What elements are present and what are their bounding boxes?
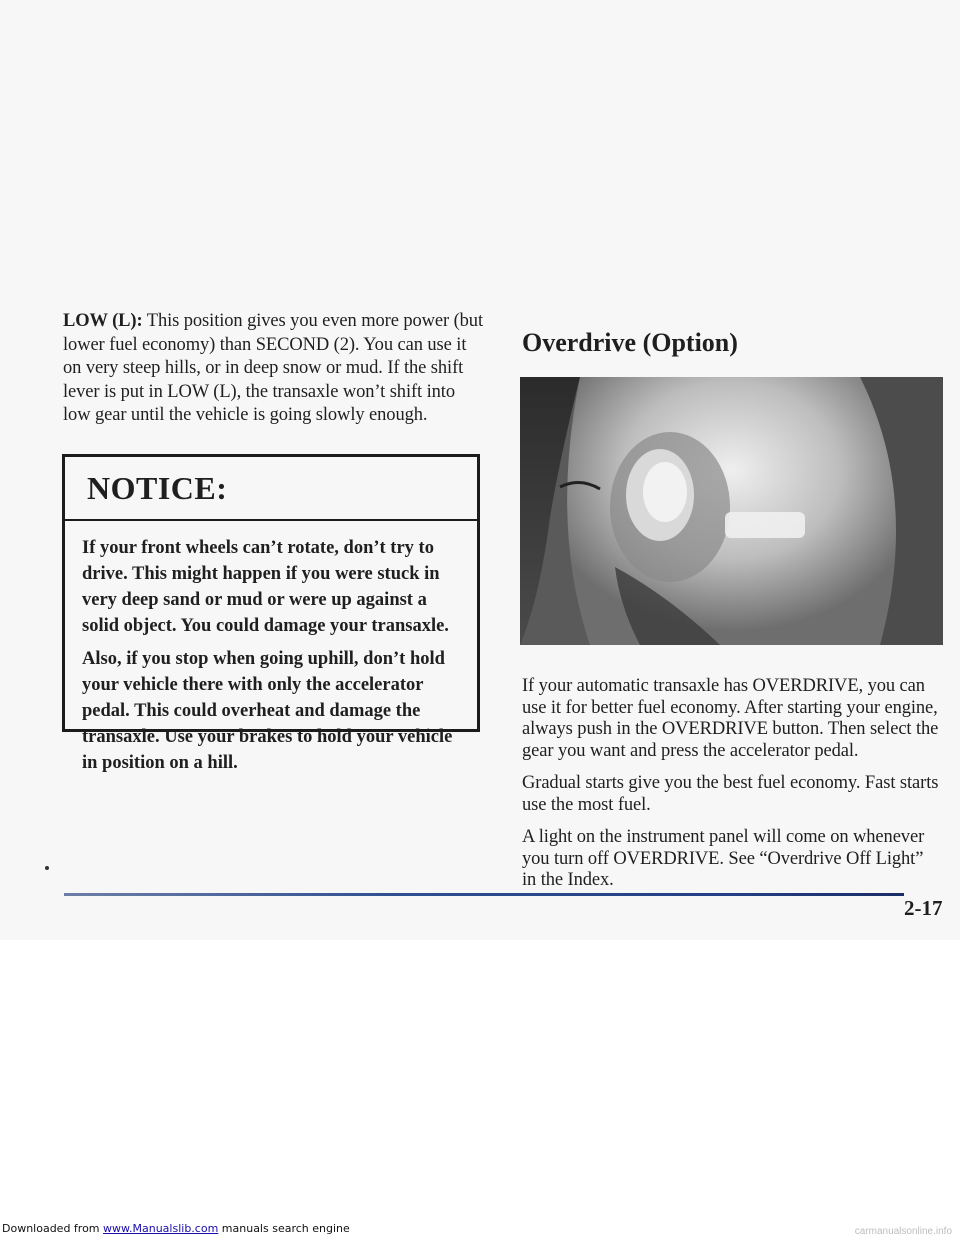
overdrive-paragraph-1: If your automatic transaxle has OVERDRIVE, you can use it for better fuel economy. After starting your engine, always push in the OVERDRIVE button. Then select the gear you want and press the accelerator pedal. [522, 676, 939, 761]
overdrive-paragraph-2: Gradual starts give you the best fuel economy. Fast starts use the most fuel. [522, 773, 939, 815]
notice-header [65, 457, 477, 521]
bullet-dot [45, 866, 49, 870]
download-suffix: manuals search engine [218, 1222, 350, 1235]
overdrive-paragraph-3: A light on the instrument panel will come on whenever you turn off OVERDRIVE. See “Overdrive Off Light” in the Index. [522, 827, 925, 890]
page-number: 2-17 [904, 896, 943, 920]
overdrive-text [522, 676, 942, 903]
watermark: carmanualsonline.info [854, 1226, 952, 1237]
notice-box [62, 454, 480, 773]
overdrive-button-photo [520, 377, 943, 645]
footer-rule [64, 893, 904, 896]
photo-illustration [520, 377, 943, 645]
low-gear-paragraph [63, 310, 483, 428]
low-gear-text: This position gives you even more power (but lower fuel economy) than SECOND (2). You can use it on very steep hills, or in deep snow or mud. If the shift lever is put in LOW (L), the transaxle won’t shift into low gear until the vehicle is going slowly enough. [63, 311, 483, 425]
notice-paragraph-1: If your front wheels can’t rotate, don’t try to drive. This might happen if you were stuck in very deep sand or mud or were up against a solid object. You could damage your transaxle. [82, 538, 449, 636]
notice-body [65, 521, 477, 776]
low-gear-label: LOW (L): [63, 311, 143, 331]
download-prefix: Downloaded from [2, 1222, 104, 1235]
manualslib-link[interactable]: www.Manualslib.com [103, 1222, 219, 1235]
download-banner [2, 1222, 350, 1235]
notice-paragraph-2: Also, if you stop when going uphill, don’t hold your vehicle there with only the accelerator pedal. This could overheat and damage the transaxle. Use your brakes to hold your vehicle in position on a hill. [82, 649, 453, 773]
low-gear-section [63, 310, 483, 428]
notice-title: NOTICE: [87, 469, 228, 506]
overdrive-section-title: Overdrive (Option) [522, 328, 738, 357]
